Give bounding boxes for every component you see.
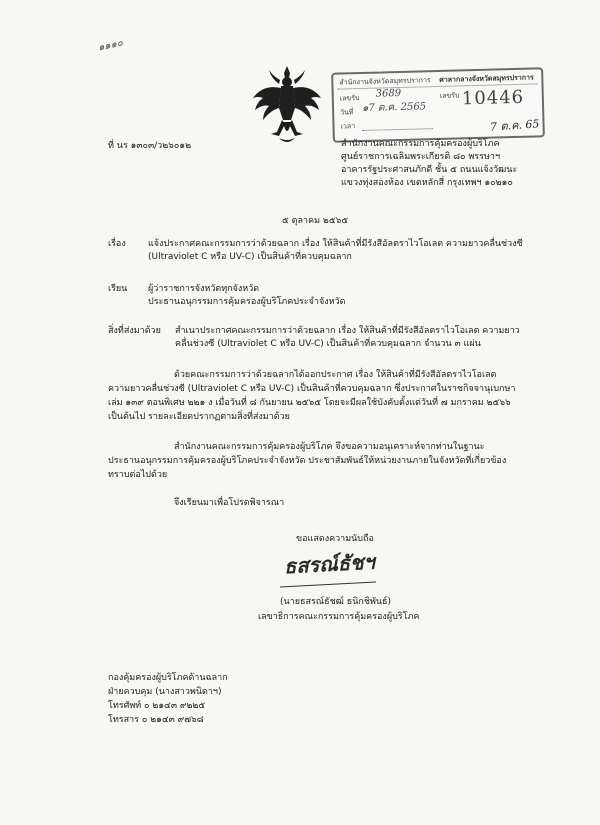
stamp-secondary-no: 10446 xyxy=(461,86,525,110)
signatory-name: (นายธสรณ์ธัชฒ์ ธนิกชิพันธ์) xyxy=(280,597,392,607)
body-paragraph-2-line-1: สำนักงานคณะกรรมการคุ้มครองผู้บริโภค จึงขอความอนุเคราะห์จากท่านในฐานะ xyxy=(174,442,485,452)
enclosure-line-1: สำเนาประกาศคณะกรรมการว่าด้วยฉลาก เรื่อง ให้สินค้าที่มีรังสีอัลตราไวโอเลต ความยาว xyxy=(175,326,520,336)
stamp-org-name-right: ศาลากลางจังหวัดสมุทรปราการ xyxy=(439,73,534,84)
signatory-title: เลขาธิการคณะกรรมการคุ้มครองผู้บริโภค xyxy=(258,612,420,622)
subject-label: เรื่อง xyxy=(108,239,126,249)
enclosure-line-2: คลื่นช่วงซี (Ultraviolet C หรือ UV-C) เป็นสินค้าที่ควบคุมฉลาก จำนวน ๓ แผ่น xyxy=(175,339,481,349)
garuda-emblem-icon xyxy=(249,64,325,146)
body-paragraph-1 xyxy=(108,368,515,424)
recipient-line-1: ผู้ว่าราชการจังหวัดทุกจังหวัด xyxy=(148,284,260,294)
enclosure-label: สิ่งที่ส่งมาด้วย xyxy=(108,326,161,336)
sender-address-line-4: แขวงทุ่งสองห้อง เขตหลักสี่ กรุงเทพฯ ๑๐๒๑๐ xyxy=(341,178,513,188)
footer-contact xyxy=(108,671,228,727)
body-paragraph-2-line-3: ทราบต่อไปด้วย xyxy=(108,470,168,480)
footer-fax: โทรสาร ๐ ๒๑๔๓ ๙๗๖๘ xyxy=(108,715,204,725)
footer-phone: โทรศัพท์ ๐ ๒๑๔๓ ๙๒๒๕ xyxy=(108,701,206,711)
salutation: ขอแสดงความนับถือ xyxy=(296,534,374,544)
signature-script: ธสรณ์ธัชฯ xyxy=(283,549,376,579)
stamp-date-label: วันที่ xyxy=(340,108,354,117)
footer-division: กองคุ้มครองผู้บริโภคด้านฉลาก xyxy=(108,673,228,683)
footer-section: ฝ่ายควบคุม (นางสาวพนิดาฯ) xyxy=(108,687,222,697)
stamp-received-no-label: เลขรับ xyxy=(339,94,360,103)
subject-text xyxy=(148,238,523,264)
sender-address-line-2: ศูนย์ราชการเฉลิมพระเกียรติ ๘๐ พรรษาฯ xyxy=(341,152,501,162)
subject-line-2: (Ultraviolet C หรือ UV-C) เป็นสินค้าที่ควบคุมฉลาก xyxy=(148,252,352,262)
stamp-received-no: 3689 xyxy=(375,87,402,100)
stamp-date-value: ๑7 ต.ค. 2565 xyxy=(361,101,427,114)
recipient-text xyxy=(148,283,345,309)
sender-address xyxy=(341,138,517,190)
recipient-label: เรียน xyxy=(108,284,128,294)
body-paragraph-1-line-3: เล่ม ๑๓๙ ตอนพิเศษ ๒๒๑ ง เมื่อวันที่ ๘ กันยายน ๒๕๖๕ โดยจะมีผลใช้บังคับตั้งแต่วันที่ ๗ มกราคม ๒๕๖๖ xyxy=(108,398,511,408)
document-number: ที่ นร ๑๓๐๓/ว๒๖๐๑๒ xyxy=(108,141,192,151)
sender-address-line-3: อาคารรัฐประศาสนภักดี ชั้น ๕ ถนนแจ้งวัฒนะ xyxy=(341,165,518,175)
stamp-time-label: เวลา xyxy=(340,122,356,131)
stamp-org-name: สำนักงานจังหวัดสมุทรปราการ xyxy=(339,76,431,87)
recipient-line-2: ประธานอนุกรรมการคุ้มครองผู้บริโภคประจำจังหวัด xyxy=(148,297,346,307)
body-paragraph-1-line-4: เป็นต้นไป รายละเอียดปรากฏตามสิ่งที่ส่งมาด้วย xyxy=(108,412,290,422)
enclosure-text xyxy=(175,325,520,351)
body-paragraph-1-line-1: ด้วยคณะกรรมการว่าด้วยฉลากได้ออกประกาศ เรื่อง ให้สินค้าที่มีรังสีอัลตราไวโอเลต xyxy=(174,370,497,380)
sender-address-line-1: สำนักงานคณะกรรมการคุ้มครองผู้บริโภค xyxy=(341,139,500,149)
body-paragraph-2-line-2: ประธานอนุกรรมการคุ้มครองผู้บริโภคประจำจังหวัด ประชาสัมพันธ์ให้หน่วยงานภายในจังหวัดที่เกี่ยวข้อง xyxy=(108,456,507,466)
corner-handwritten-note: ๑๑๑๐ xyxy=(97,37,124,54)
body-paragraph-1-line-2: ความยาวคลื่นช่วงซี (Ultraviolet C หรือ UV-C) เป็นสินค้าที่ควบคุมฉลาก ซึ่งประกาศในราชกิจจานุเบกษา xyxy=(108,384,516,394)
subject-line-1: แจ้งประกาศคณะกรรมการว่าด้วยฉลาก เรื่อง ให้สินค้าที่มีรังสีอัลตราไวโอเลต ความยาวคลื่นช่วงซี xyxy=(148,239,523,249)
stamp-secondary-date: 7 ต.ค. 65 xyxy=(489,117,540,134)
stamp-secondary-label: เลขรับ xyxy=(439,91,460,100)
body-paragraph-2 xyxy=(108,440,506,482)
letter-date: ๕ ตุลาคม ๒๕๖๕ xyxy=(282,216,349,226)
signature-underline xyxy=(280,581,376,587)
closing-request: จึงเรียนมาเพื่อโปรดพิจารณา xyxy=(174,498,285,508)
